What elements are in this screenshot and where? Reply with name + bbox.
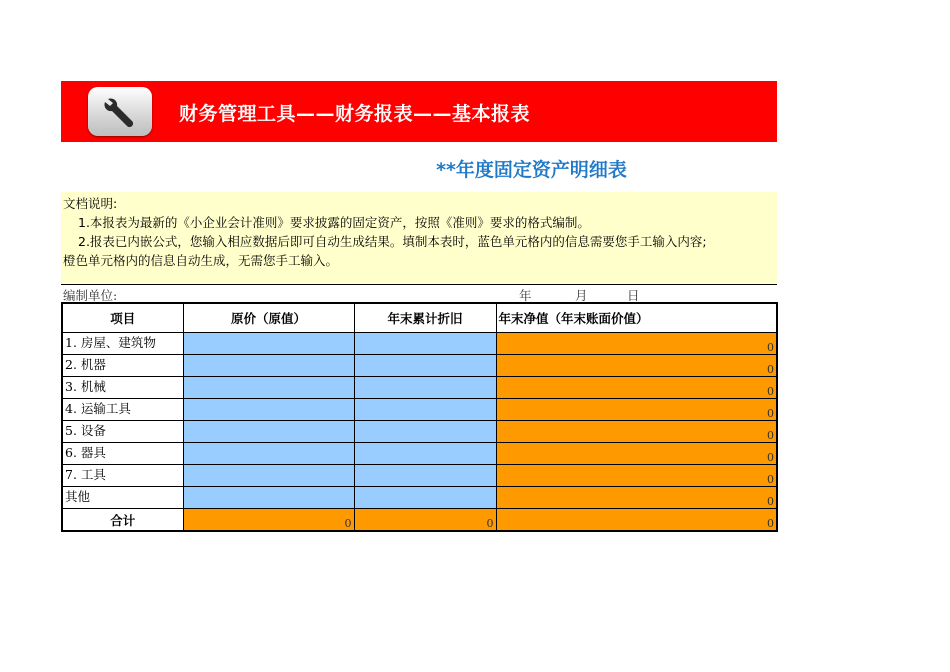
- total-label: 合计: [62, 509, 183, 532]
- fixed-asset-table: [61, 302, 778, 532]
- original-value-cell[interactable]: [183, 421, 354, 443]
- original-value-cell[interactable]: [183, 377, 354, 399]
- notes-line-2: 2.报表已内嵌公式，您输入相应数据后即可自动生成结果。填制本表时，蓝色单元格内的信息需要您手工输入内容;: [78, 234, 707, 249]
- total-row: [62, 509, 777, 532]
- depreciation-cell[interactable]: [354, 333, 496, 355]
- total-depreciation-cell: 0: [354, 509, 496, 532]
- row-label: 1. 房屋、建筑物: [62, 333, 183, 355]
- table-row: [62, 399, 777, 421]
- row-label: 6. 器具: [62, 443, 183, 465]
- table-row: [62, 333, 777, 355]
- month-label: 月: [575, 288, 588, 303]
- table-row: [62, 377, 777, 399]
- table-row: [62, 355, 777, 377]
- report-meta-row: [61, 284, 777, 303]
- net-value-cell: 0: [496, 443, 777, 465]
- net-value-cell: 0: [496, 465, 777, 487]
- original-value-cell[interactable]: [183, 333, 354, 355]
- net-value-cell: 0: [496, 355, 777, 377]
- row-label: 2. 机器: [62, 355, 183, 377]
- total-net-cell: 0: [496, 509, 777, 532]
- original-value-cell[interactable]: [183, 487, 354, 509]
- unit-label: 编制单位:: [63, 288, 118, 303]
- title-banner: [61, 81, 777, 142]
- depreciation-cell[interactable]: [354, 443, 496, 465]
- instructions-panel: [61, 192, 777, 283]
- net-value-cell: 0: [496, 399, 777, 421]
- depreciation-cell[interactable]: [354, 421, 496, 443]
- total-original-cell: 0: [183, 509, 354, 532]
- original-value-cell[interactable]: [183, 443, 354, 465]
- depreciation-cell[interactable]: [354, 355, 496, 377]
- wrench-icon[interactable]: [88, 87, 152, 136]
- column-header: 年末累计折旧: [354, 303, 496, 333]
- row-label: 3. 机械: [62, 377, 183, 399]
- original-value-cell[interactable]: [183, 465, 354, 487]
- column-header: 年末净值（年末账面价值）: [496, 303, 777, 333]
- row-label: 4. 运输工具: [62, 399, 183, 421]
- banner-title: 财务管理工具——财务报表——基本报表: [179, 103, 531, 125]
- net-value-cell: 0: [496, 333, 777, 355]
- day-label: 日: [627, 288, 640, 303]
- depreciation-cell[interactable]: [354, 377, 496, 399]
- column-header: 项目: [62, 303, 183, 333]
- report-title: **年度固定资产明细表: [436, 159, 627, 181]
- depreciation-cell[interactable]: [354, 465, 496, 487]
- depreciation-cell[interactable]: [354, 487, 496, 509]
- year-label: 年: [519, 288, 532, 303]
- table-row: [62, 487, 777, 509]
- depreciation-cell[interactable]: [354, 399, 496, 421]
- table-header-row: [62, 303, 777, 333]
- table-row: [62, 465, 777, 487]
- original-value-cell[interactable]: [183, 399, 354, 421]
- notes-heading: 文档说明:: [63, 196, 118, 211]
- net-value-cell: 0: [496, 487, 777, 509]
- row-label: 7. 工具: [62, 465, 183, 487]
- notes-line-3: 橙色单元格内的信息自动生成，无需您手工输入。: [63, 253, 339, 268]
- table-row: [62, 421, 777, 443]
- notes-line-1: 1.本报表为最新的《小企业会计准则》要求披露的固定资产，按照《准则》要求的格式编制。: [78, 215, 590, 230]
- row-label: 5. 设备: [62, 421, 183, 443]
- net-value-cell: 0: [496, 377, 777, 399]
- column-header: 原价（原值）: [183, 303, 354, 333]
- row-label: 其他: [62, 487, 183, 509]
- original-value-cell[interactable]: [183, 355, 354, 377]
- table-row: [62, 443, 777, 465]
- net-value-cell: 0: [496, 421, 777, 443]
